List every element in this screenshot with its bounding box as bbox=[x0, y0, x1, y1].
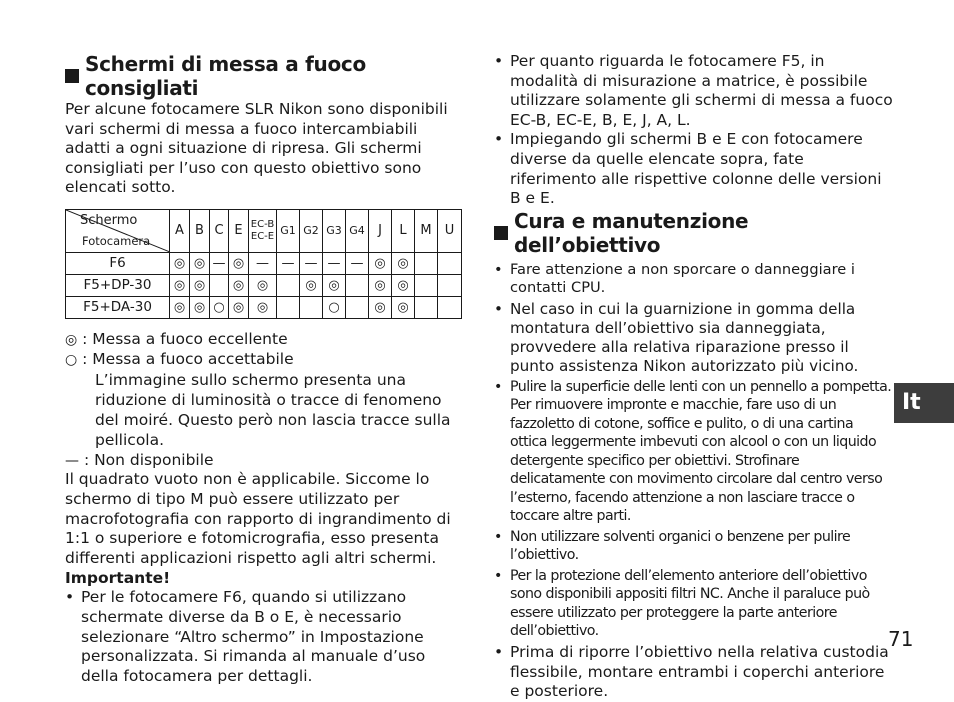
lens-care-heading bbox=[494, 209, 894, 257]
legend-unavailable-text: : Non disponibile bbox=[83, 450, 214, 469]
focusing-screens-title: Schermi di messa a fuoco consigliati bbox=[85, 52, 366, 100]
compatibility-cell: ◎ bbox=[229, 252, 249, 274]
compatibility-cell: ◎ bbox=[369, 274, 392, 296]
compatibility-cell: ◎ bbox=[190, 252, 210, 274]
column-header: G1 bbox=[277, 209, 300, 252]
table-legend bbox=[65, 329, 461, 471]
compatibility-cell: ◎ bbox=[392, 296, 415, 318]
dash-icon: — bbox=[65, 452, 79, 469]
compatibility-cell bbox=[210, 274, 229, 296]
focusing-screens-intro: Per alcune fotocamere SLR Nikon sono disponibili vari schermi di messa a fuoco intercambiabili adatti a ogni situazione di ripresa. Gli schermi consigliati per l’uso con questo obiettivo sono elencati sotto. bbox=[65, 100, 448, 197]
important-list bbox=[65, 588, 461, 686]
double-circle-icon: ◎ bbox=[65, 331, 78, 348]
page-number: 71 bbox=[888, 627, 914, 651]
compatibility-cell: ◎ bbox=[249, 296, 277, 318]
list-item: • Per la protezione dell’elemento anteriore dell’obiettivo sono disponibili appositi filtri NC. Anche il paraluce può essere utilizzato per proteggere la parte anteriore dell’obiettivo. bbox=[494, 567, 894, 641]
compatibility-cell bbox=[277, 296, 300, 318]
compatibility-cell: ◎ bbox=[249, 274, 277, 296]
compatibility-cell: ◎ bbox=[190, 274, 210, 296]
legend-excellent bbox=[65, 329, 461, 350]
right-column bbox=[494, 52, 894, 702]
legend-acceptable bbox=[65, 349, 461, 370]
circle-icon: ○ bbox=[65, 352, 78, 369]
column-header: B bbox=[190, 209, 210, 252]
compatibility-cell: ◎ bbox=[392, 274, 415, 296]
left-column bbox=[65, 52, 461, 686]
corner-label-camera: Fotocamera bbox=[82, 233, 151, 248]
lens-storage-list bbox=[494, 643, 894, 702]
focusing-screens-heading bbox=[65, 52, 461, 100]
camera-name-cell: F6 bbox=[66, 252, 170, 274]
compatibility-cell: ◎ bbox=[170, 274, 190, 296]
legend-unavailable bbox=[65, 450, 461, 471]
compatibility-cell: ◎ bbox=[170, 252, 190, 274]
table-corner-cell bbox=[66, 209, 170, 252]
square-bullet-icon bbox=[65, 69, 79, 83]
compatibility-cell bbox=[300, 296, 323, 318]
compatibility-cell: — bbox=[323, 252, 346, 274]
list-item: • Pulire la superficie delle lenti con un pennello a pompetta. Per rimuovere impronte e macchie, fare uso di un fazzoletto di cotone, soffice e pulito, o di una cartina ottica leggermente imbevuti con alcool o con un liquido detergente specifico per obiettivi. Strofinare delicatamente con movimento circolare dal centro verso l’esterno, facendo attenzione a non lasciare tracce o toccare altre parti. bbox=[494, 378, 894, 526]
lens-care-title: Cura e manutenzione dell’obiettivo bbox=[514, 208, 749, 257]
column-header: E bbox=[229, 209, 249, 252]
compatibility-cell bbox=[438, 252, 462, 274]
legend-excellent-text: : Messa a fuoco eccellente bbox=[82, 329, 288, 348]
language-tab: It bbox=[894, 383, 954, 423]
list-item: • Fare attenzione a non sporcare o danneggiare i contatti CPU. bbox=[494, 261, 894, 298]
column-header: G3 bbox=[323, 209, 346, 252]
table-row bbox=[66, 296, 462, 318]
compatibility-cell bbox=[438, 274, 462, 296]
legend-acceptable-text: : Messa a fuoco accettabile bbox=[82, 350, 294, 369]
legend-acceptable-note: L’immagine sullo schermo presenta una riduzione di luminosità o tracce di fenomeno del moiré. Questo però non lascia tracce sulla pellicola. bbox=[95, 370, 451, 449]
compatibility-cell: ◎ bbox=[300, 274, 323, 296]
compatibility-cell: — bbox=[249, 252, 277, 274]
column-header: J bbox=[369, 209, 392, 252]
compatibility-cell: ◎ bbox=[369, 252, 392, 274]
compatibility-cell: — bbox=[300, 252, 323, 274]
column-header: C bbox=[210, 209, 229, 252]
compatibility-cell bbox=[346, 274, 369, 296]
list-item: • Per le fotocamere F6, quando si utilizzano schermate diverse da B o E, è necessario selezionare “Altro schermo” in Impostazione personalizzata. Si rimanda al manuale d’uso della fotocamera per dettagli. bbox=[65, 588, 461, 686]
important-label: Importante! bbox=[65, 569, 171, 588]
compatibility-cell bbox=[415, 252, 438, 274]
compatibility-cell bbox=[415, 296, 438, 318]
compatibility-cell bbox=[277, 274, 300, 296]
camera-name-cell: F5+DA-30 bbox=[66, 296, 170, 318]
compatibility-cell bbox=[438, 296, 462, 318]
lens-care-list bbox=[494, 261, 894, 376]
compatibility-cell: ◎ bbox=[229, 296, 249, 318]
list-item: • Per quanto riguarda le fotocamere F5, in modalità di misurazione a matrice, è possibile utilizzare solamente gli schermi di messa a fuoco EC-B, EC-E, B, E, J, A, L. bbox=[494, 52, 894, 130]
compatibility-cell: ◎ bbox=[229, 274, 249, 296]
column-header: U bbox=[438, 209, 462, 252]
table-row bbox=[66, 252, 462, 274]
compatibility-cell: ◎ bbox=[170, 296, 190, 318]
column-header: M bbox=[415, 209, 438, 252]
table-row bbox=[66, 274, 462, 296]
column-header: L bbox=[392, 209, 415, 252]
corner-label-screen: Schermo bbox=[80, 212, 138, 228]
focusing-screen-table bbox=[65, 209, 462, 319]
list-item: • Nel caso in cui la guarnizione in gomma della montatura dell’obiettivo sia danneggiata, provvedere alla relativa riparazione presso il punto assistenza Nikon autorizzato più vicino. bbox=[494, 300, 894, 376]
list-item: • Impiegando gli schermi B e E con fotocamere diverse da quelle elencate sopra, fate riferimento alle rispettive colonne delle versioni B e E. bbox=[494, 130, 894, 208]
empty-square-note: Il quadrato vuoto non è applicabile. Siccome lo schermo di tipo M può essere utilizzato per macrofotografia con rapporto di ingrandimento di 1:1 o superiore e fotomicrografia, esso presenta differenti applicazioni rispetto agli altri schermi. bbox=[65, 470, 451, 567]
compatibility-cell: — bbox=[277, 252, 300, 274]
list-item: • Prima di riporre l’obiettivo nella relativa custodia flessibile, montare entrambi i coperchi anteriore e posteriore. bbox=[494, 643, 894, 702]
column-header: A bbox=[170, 209, 190, 252]
square-bullet-icon bbox=[494, 226, 508, 240]
compatibility-cell: — bbox=[210, 252, 229, 274]
compatibility-cell: ◎ bbox=[190, 296, 210, 318]
compatibility-cell: ◎ bbox=[392, 252, 415, 274]
compatibility-cell bbox=[346, 296, 369, 318]
table-header-row bbox=[66, 209, 462, 252]
column-header: G4 bbox=[346, 209, 369, 252]
lens-care-list-condensed bbox=[494, 378, 894, 641]
list-item: • Non utilizzare solventi organici o benzene per pulire l’obiettivo. bbox=[494, 528, 894, 565]
compatibility-cell: ◎ bbox=[323, 274, 346, 296]
compatibility-cell: — bbox=[346, 252, 369, 274]
compatibility-cell: ◎ bbox=[369, 296, 392, 318]
compatibility-cell: ○ bbox=[323, 296, 346, 318]
compatibility-cell bbox=[415, 274, 438, 296]
f5-notes-list bbox=[494, 52, 894, 209]
compatibility-cell: ○ bbox=[210, 296, 229, 318]
column-header: EC-B EC-E bbox=[249, 209, 277, 252]
camera-name-cell: F5+DP-30 bbox=[66, 274, 170, 296]
column-header: G2 bbox=[300, 209, 323, 252]
